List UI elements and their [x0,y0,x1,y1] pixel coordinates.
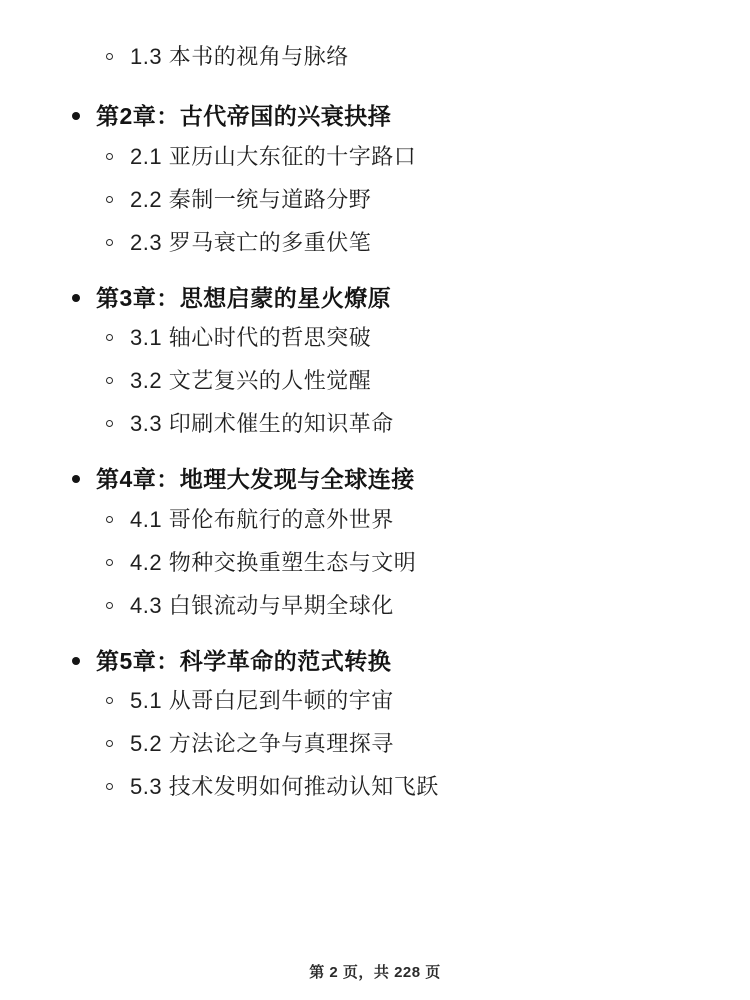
section-list [60,40,690,73]
toc-section-item[interactable] [60,407,690,440]
toc-section-item[interactable] [60,503,690,536]
toc-chapter-item[interactable] [60,644,690,679]
toc-section-item[interactable] [60,546,690,579]
hollow-bullet-icon [106,239,113,246]
toc-section-item[interactable] [60,770,690,803]
toc-chapter-group [60,281,690,441]
filled-bullet-icon [72,112,80,120]
toc-section-label: 2.3 罗马衰亡的多重伏笔 [130,229,372,255]
filled-bullet-icon [72,657,80,665]
toc-section-item[interactable] [60,140,690,173]
hollow-bullet-icon [106,153,113,160]
filled-bullet-icon [72,475,80,483]
section-list [60,684,690,803]
hollow-bullet-icon [106,53,113,60]
hollow-bullet-icon [106,420,113,427]
toc-section-label: 4.3 白银流动与早期全球化 [130,592,394,618]
toc-chapter-label: 第2章：古代帝国的兴衰抉择 [96,103,392,129]
toc-section-label: 4.1 哥伦布航行的意外世界 [130,506,394,532]
toc-orphan-group [60,40,690,73]
section-list [60,140,690,259]
hollow-bullet-icon [106,196,113,203]
toc-section-label: 5.3 技术发明如何推动认知飞跃 [130,774,439,799]
toc-chapter-label: 第5章：科学革命的范式转换 [96,647,392,674]
toc-section-label: 3.2 文艺复兴的人性觉醒 [130,368,372,393]
toc-chapter-group [60,462,690,622]
table-of-contents [60,40,690,803]
hollow-bullet-icon [106,334,113,341]
toc-chapter-item[interactable] [60,281,690,316]
section-list [60,321,690,440]
toc-chapter-item[interactable] [60,462,690,497]
toc-chapter-label: 第4章：地理大发现与全球连接 [96,466,415,492]
toc-section-item[interactable] [60,226,690,259]
toc-section-label: 4.2 物种交换重塑生态与文明 [130,549,417,575]
toc-section-item[interactable] [60,727,690,760]
toc-section-item[interactable] [60,183,690,216]
hollow-bullet-icon [106,602,113,609]
toc-section-item[interactable] [60,321,690,354]
toc-section-label: 3.1 轴心时代的哲思突破 [130,325,372,350]
page-footer: 第 2 页，共 228 页 [309,964,441,981]
hollow-bullet-icon [106,783,113,790]
toc-section-label: 2.1 亚历山大东征的十字路口 [130,143,417,169]
toc-section-item[interactable] [60,364,690,397]
toc-section-item[interactable] [60,589,690,622]
toc-section-label: 3.3 印刷术催生的知识革命 [130,411,394,436]
toc-section-label: 5.1 从哥白尼到牛顿的宇宙 [130,688,394,713]
toc-chapter-group [60,644,690,804]
toc-section-label: 5.2 方法论之争与真理探寻 [130,731,394,756]
toc-section-label: 1.3 本书的视角与脉络 [130,44,349,69]
hollow-bullet-icon [106,516,113,523]
toc-section-item[interactable] [60,684,690,717]
hollow-bullet-icon [106,740,113,747]
toc-chapter-group [60,99,690,259]
toc-section-item[interactable] [60,40,690,73]
toc-section-label: 2.2 秦制一统与道路分野 [130,186,372,212]
filled-bullet-icon [72,294,80,302]
hollow-bullet-icon [106,559,113,566]
hollow-bullet-icon [106,377,113,384]
toc-chapter-label: 第3章：思想启蒙的星火燎原 [96,284,392,311]
hollow-bullet-icon [106,697,113,704]
section-list [60,503,690,622]
toc-chapter-item[interactable] [60,99,690,134]
